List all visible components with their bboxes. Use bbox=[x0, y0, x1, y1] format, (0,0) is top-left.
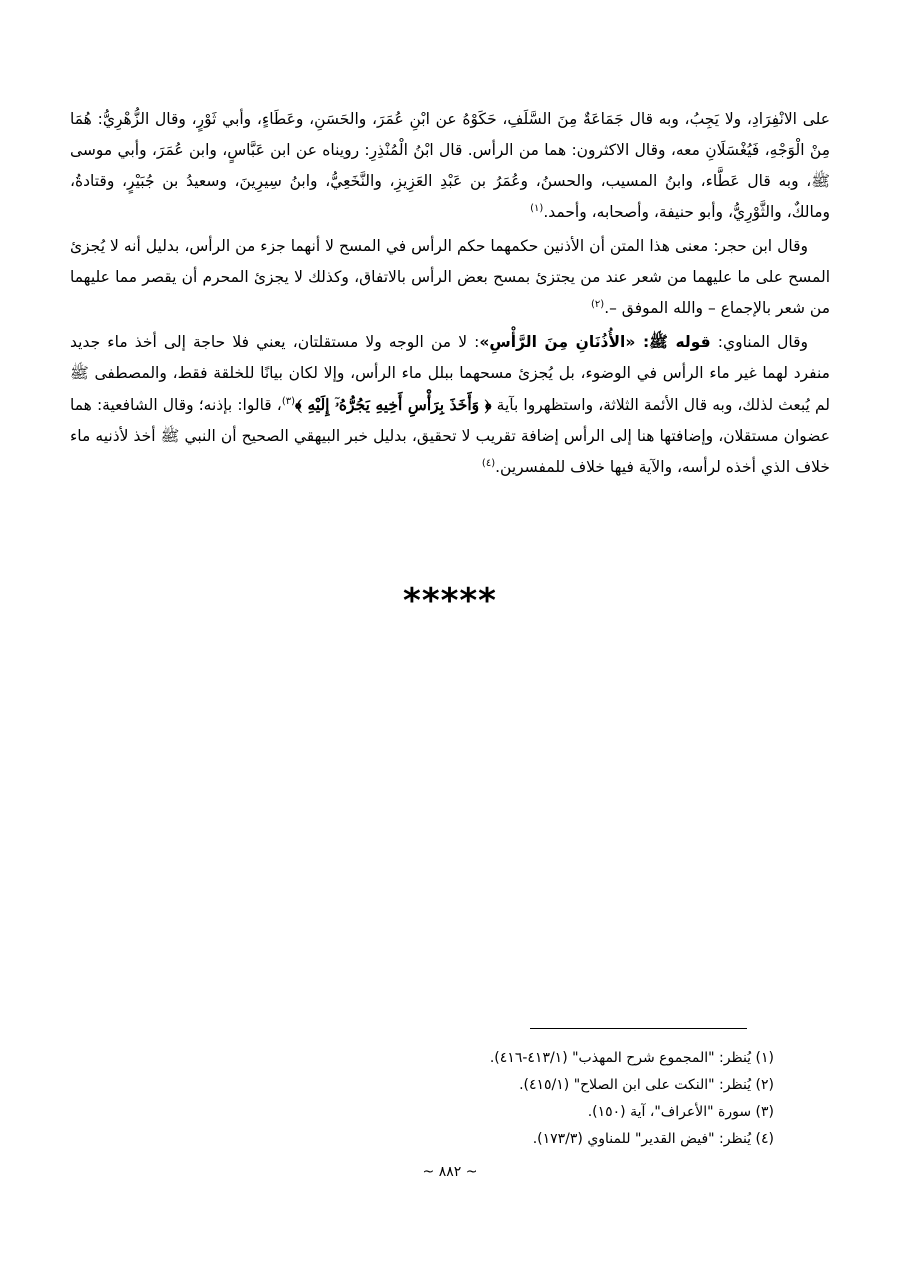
footnote-2: (٢) يُنظر: "النكت على ابن الصلاح" (٤١٥/١). bbox=[519, 1077, 774, 1093]
hadith-quote: قوله ﷺ: «الأُذُنَانِ مِنَ الرَّأْسِ» bbox=[479, 333, 711, 351]
main-text bbox=[70, 104, 830, 483]
paragraph-3 bbox=[70, 327, 830, 483]
footnote-divider bbox=[530, 1028, 747, 1029]
page-number: ~ ٨٨٢ ~ bbox=[422, 1164, 478, 1180]
paragraph-2 bbox=[70, 231, 830, 324]
paragraph-3-text-a: : لا من الوجه ولا مستقلتان، يعني فلا حاجة إلى أخذ ماء جديد منفرد لهما غير ماء الرأس في الوضوء، بل يُجزئ مسحهما ببلل ماء الرأس، وإلا لكان بيانًا للخلقة فقط، والمصطفى ﷺ لم يُبعث لذلك، وبه قال الأئمة الثلاثة، واستظهروا بآية bbox=[70, 333, 831, 414]
footnote-ref-1[interactable]: (١) bbox=[530, 202, 544, 214]
section-separator: ***** bbox=[403, 581, 497, 621]
paragraph-3-text-b: ، قالوا: بإذنه؛ وقال الشافعية: هما عضوان مستقلان، وإضافتها هنا إلى الرأس إضافة تقريب لا تحقيق، بدليل خبر البيهقي الصحيح أن النبي ﷺ أخذ لأذنيه ماء خلاف الذي أخذه لرأسه، والآية فيها خلاف للمفسرين. bbox=[70, 396, 830, 476]
paragraph-1-text: على الانْفِرَادِ، ولا يَجِبُ، وبه قال جَمَاعَةٌ مِنَ السَّلَفِ، حَكَوْهُ عن ابْنِ عُمَرَ، والحَسَنِ، وعَطَاءٍ، وأبي ثَوْرٍ، وقال الزُّهْرِيُّ: هُمَا مِنْ الْوَجْهِ، فَيُغْسَلَانِ معه، وقال الاكثرون: هما من الرأس. قال ابْنُ الْمُنْذِرِ: رويناه عن ابن عَبَّاسٍ، وابن عُمَرَ، وأبي موسى ﷺ، وبه قال عَطَّاء، وابنُ المسيب، والحسنُ، وعُمَرُ بن عَبْدِ العَزِيزِ، والنَّخَعِيُّ، وابنُ سِيرِينَ، وسعيدُ بن جُبَيْرٍ، وقتادةُ، ومالكٌ، والثَّوْرِيُّ، وأبو حنيفة، وأصحابه، وأحمد. bbox=[70, 110, 830, 221]
footnotes bbox=[274, 1045, 774, 1153]
paragraph-2-text: وقال ابن حجر: معنى هذا المتن أن الأذنين حكمهما حكم الرأس في المسح لا أنهما جزء من الرأس، بدليل أنه لا يُجزئ المسح على ما عليهما من شعر عند من يجتزئ بمسح بعض الرأس بالاتفاق، وكذلك لا يجزئ المحرم أن يقصر مما عليهما من شعر بالإجماع – والله الموفق –. bbox=[70, 237, 830, 317]
footnote-3: (٣) سورة "الأعراف"، آية (١٥٠). bbox=[587, 1104, 774, 1120]
footnote-ref-4[interactable]: (٤) bbox=[481, 457, 496, 469]
footnote-ref-3[interactable]: (٣) bbox=[281, 395, 296, 407]
paragraph-3-intro: وقال المناوي: bbox=[710, 333, 808, 351]
footnote-ref-2[interactable]: (٢) bbox=[591, 298, 605, 310]
paragraph-1 bbox=[70, 104, 830, 228]
quran-verse: ﴿ وَأَخَذَ بِرَأْسِ أَخِيهِ يَجُرُّهُۥٓ إِلَيْهِ ﴾ bbox=[295, 395, 492, 414]
footnote-4: (٤) يُنظر: "فيض القدير" للمناوي (١٧٣/٣). bbox=[532, 1131, 774, 1147]
footnote-1: (١) يُنظر: "المجموع شرح المهذب" (٤١٣/١-٤١٦). bbox=[489, 1050, 774, 1066]
